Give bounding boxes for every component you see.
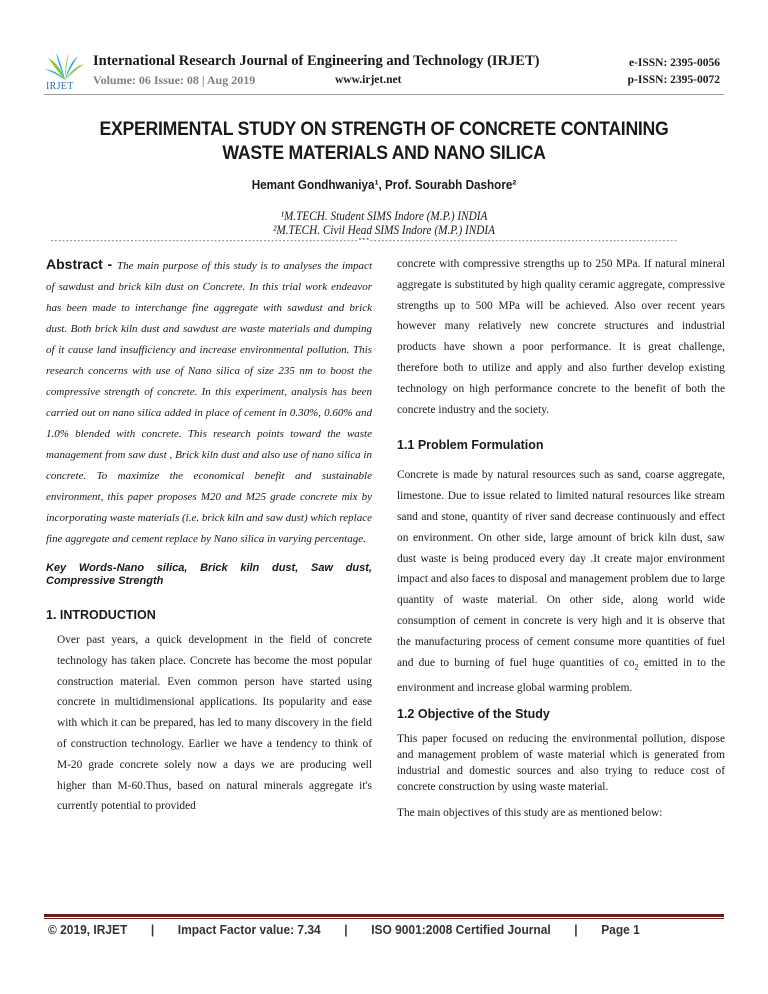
left-column (46, 254, 372, 817)
p-issn: p-ISSN: 2395-0072 (627, 74, 720, 86)
footer-impact-factor: Impact Factor value: 7.34 (177, 922, 321, 937)
co2-subscript: 2 (634, 661, 639, 671)
journal-header (44, 50, 724, 95)
leaf-logo-icon (44, 52, 86, 82)
footer-separator: | (150, 922, 155, 937)
abstract (46, 254, 372, 550)
introduction-text: Over past years, a quick development in the field of concrete technology has taken place. Concrete has become the most popular construction material. Even common person have started using concrete in multidimensional applications. Its popularity and ease with which it can be prepared, has led to many discovery in the field of construction technology. Earlier we have a tendency to think of M-20 grade concrete solely now a days we are producing well higher than M-60.Thus, based on natural minerals aggregate it's currently potential to provided (57, 634, 372, 813)
abstract-text: The main purpose of this study is to analyses the impact of sawdust and brick kiln dust on Concrete. In this trial work endeavor has been made to interchange fine aggregate with sawdust and brick dust. Both brick kiln dust and sawdust are waste materials and dumping of it cause land insufficiency and increase environmental pollution. This research concerns with use of Nano silica of size 235 nm to boost the compressive strength of concrete. In this experiment, analysis has been carried out on nano silica added in place of cement in 0.30%, 0.60% and 1.0% blended with concrete. This research points toward the waste management from saw dust , Brick kiln dust and also use of nano silica in concrete. To maximize the economical benefit and sustainable environment, this paper proposes M20 and M25 grade concrete mix by incorporating waste materials (i.e. brick kiln and saw dust) which replace fine aggregate and cement replace by Nano silica in varying percentage. (46, 260, 372, 545)
paper-title (64, 118, 704, 166)
title-line-1: EXPERIMENTAL STUDY ON STRENGTH OF CONCRETE CONTAINING (99, 119, 669, 140)
problem-formulation-text (397, 465, 725, 698)
authors: Hemant Gondhwaniya¹, Prof. Sourabh Dashore² (251, 177, 517, 192)
volume-issue: Volume: 06 Issue: 08 | Aug 2019 (93, 73, 256, 87)
e-issn: e-ISSN: 2395-0056 (628, 57, 720, 69)
footer-copyright: © 2019, IRJET (48, 922, 128, 937)
footer-rule-thin (44, 918, 724, 919)
pf-text-part-2: emitted in to the environment and increase global warming problem. (397, 656, 726, 694)
affiliation-1: ¹M.TECH. Student SIMS Indore (M.P.) INDIA (280, 209, 488, 223)
journal-title: International Research Journal of Engineering and Technology (IRJET) (93, 53, 540, 69)
website-link[interactable]: www.irjet.net (335, 74, 402, 86)
objective-list-intro: The main objectives of this study are as mentioned below: (397, 807, 663, 820)
footer-page-number: Page 1 (601, 922, 640, 937)
objective-text: This paper focused on reducing the environmental pollution, dispose and management problem of waste material which is generated from industrial and domestic sources and also trying to reduce cost of concrete construction by using waste material. (397, 733, 725, 794)
abstract-label: Abstract - (46, 256, 117, 272)
right-column (397, 254, 725, 821)
introduction-heading: 1. INTRODUCTION (46, 608, 156, 622)
section-divider: ---------------------------------------------------------------------------------***--------------------------------------------------------------------------------- (50, 238, 678, 246)
keywords: Key Words-Nano silica, Brick kiln dust, Saw dust, Compressive Strength (46, 562, 372, 587)
page-footer (48, 922, 640, 937)
irjet-logo (44, 52, 86, 92)
affiliation-2: ²M.TECH. Civil Head SIMS Indore (M.P.) INDIA (272, 223, 496, 237)
problem-formulation-heading: 1.1 Problem Formulation (397, 438, 544, 453)
pf-text-part-1: Concrete is made by natural resources such as sand, coarse aggregate, limestone. Due to issue related to limited natural resources like stream sand and stone, quantity of river sand decrease continuously and effect on environment. On other side, large amount of brick kiln dust, saw dust waste is being produced every day .It create major environment impact and also faces to disposal and management problem due to large quantity of waste material. On other side, along world wide consumption of cement in concrete is very high and it is observe that the manufacturing process of cement consume more quantities of fuel and due to burning of fuel huge quantities of co (397, 469, 725, 669)
footer-separator: | (344, 922, 348, 937)
title-line-2: WASTE MATERIALS AND NANO SILICA (222, 143, 546, 164)
introduction-continued: concrete with compressive strengths up to 250 MPa. If natural mineral aggregate is substituted by high quality ceramic aggregate, compressive strengths up to 500 MPa will be achieved. Also over recent years however many relatively new concrete structures and industrial products have shown a poor performance. It is great challenge, therefore both to utilize and apply and also further develop existing technology on high performance concrete to the benefit of both the concrete industry and the society. (397, 258, 725, 416)
logo-text: IRJET (46, 81, 74, 92)
footer-iso: ISO 9001:2008 Certified Journal (371, 922, 551, 937)
footer-rule (44, 914, 724, 917)
footer-separator: | (574, 922, 578, 937)
objective-heading: 1.2 Objective of the Study (397, 707, 550, 722)
